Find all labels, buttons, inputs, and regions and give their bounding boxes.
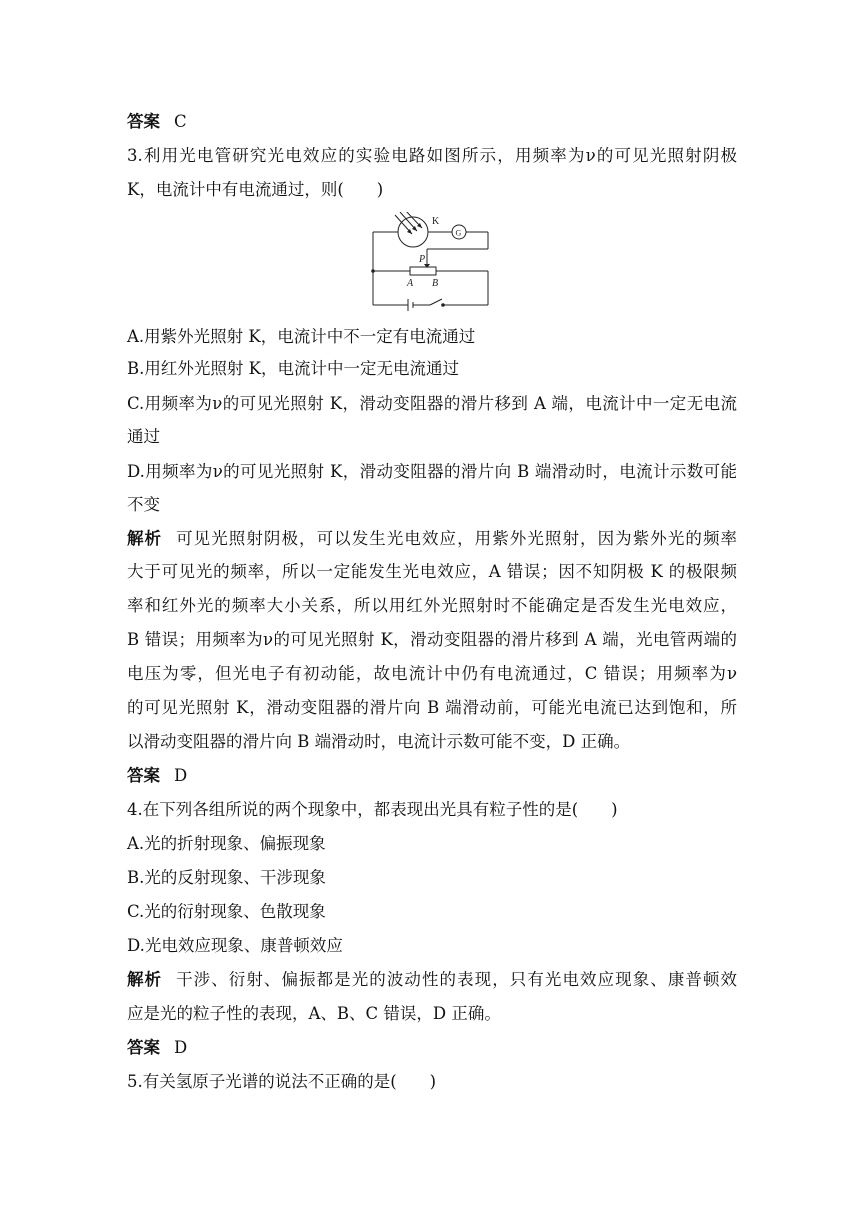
answer-label: 答案 (127, 1038, 160, 1057)
circuit-diagram (370, 212, 492, 314)
answer-value: D (174, 1038, 188, 1057)
phototube-icon (398, 217, 428, 247)
question-3-option-c-line-1: C.用频率为ν的可见光照射 K，滑动变阻器的滑片移到 A 端，电流计中一定无电流 (127, 394, 737, 413)
analysis-text: 干涉、衍射、偏振都是光的波动性的表现，只有光电效应现象、康普顿效 (176, 970, 738, 989)
question-3-option-c-line-2: 通过 (127, 427, 160, 446)
answer-value: D (174, 766, 188, 785)
question-4-option-d: D.光电效应现象、康普顿效应 (127, 936, 343, 955)
label-b: B (432, 278, 439, 289)
analysis-text: 可见光照射阴极，可以发生光电效应，用紫外光照射，因为紫外光的频率 (176, 529, 738, 548)
question-3-answer (127, 765, 737, 787)
question-4-option-c: C.光的衍射现象、色散现象 (127, 902, 326, 921)
question-3-option-d-line-2: 不变 (127, 495, 160, 514)
question-3-analysis-line-6: 的可见光照射 K，滑动变阻器的滑片向 B 端滑动前，可能光电流已达到饱和，所 (127, 698, 737, 717)
question-3-option-b: B.用红外光照射 K，电流计中一定无电流通过 (127, 359, 459, 378)
question-3-analysis-line-4: B 错误；用频率为ν的可见光照射 K，滑动变阻器的滑片移到 A 端，光电管两端的 (127, 630, 737, 649)
question-3-analysis-line-7: 以滑动变阻器的滑片向 B 端滑动时，电流计示数可能不变，D 正确。 (127, 732, 631, 751)
question-3-analysis-line-5: 电压为零，但光电子有初动能，故电流计中仍有电流通过，C 错误；用频率为ν (127, 664, 737, 683)
question-4-analysis-line-2: 应是光的粒子性的表现，A、B、C 错误，D 正确。 (127, 1004, 501, 1023)
answer-label: 答案 (127, 112, 160, 131)
question-3-analysis-line-3: 率和红外光的频率大小关系，所以用红外光照射时不能确定是否发生光电效应， (127, 596, 737, 615)
question-5-stem: 5.有关氢原子光谱的说法不正确的是( ) (127, 1072, 437, 1091)
question-3-stem-line-1: 3.利用光电管研究光电效应的实验电路如图所示，用频率为ν的可见光照射阴极 (127, 146, 737, 165)
analysis-label: 解析 (127, 529, 163, 548)
switch-icon (430, 299, 442, 305)
question-4-analysis-line-1 (127, 969, 737, 991)
question-4-answer (127, 1037, 737, 1059)
answer-value: C (174, 112, 187, 131)
question-3-stem-line-2: K，电流计中有电流通过，则( ) (127, 180, 384, 199)
question-3-option-d-line-1: D.用频率为ν的可见光照射 K，滑动变阻器的滑片向 B 端滑动时，电流计示数可能 (127, 462, 737, 481)
rheostat-icon (410, 267, 436, 275)
label-k: K (432, 216, 440, 227)
question-3-analysis-line-1 (127, 528, 737, 550)
label-g: G (455, 228, 462, 238)
analysis-label: 解析 (127, 970, 163, 989)
question-3-analysis-line-2: 大于可见光的频率，所以一定能发生光电效应，A 错误；因不知阴极 K 的极限频 (127, 562, 737, 581)
label-p: P (419, 254, 426, 265)
question-4-option-a: A.光的折射现象、偏振现象 (127, 834, 326, 853)
label-a: A (407, 278, 414, 289)
answer-label: 答案 (127, 766, 160, 785)
answer-line (127, 111, 737, 133)
question-4-option-b: B.光的反射现象、干涉现象 (127, 868, 326, 887)
question-4-stem: 4.在下列各组所说的两个现象中，都表现出光具有粒子性的是( ) (127, 800, 618, 819)
question-3-option-a: A.用紫外光照射 K，电流计中不一定有电流通过 (127, 327, 476, 346)
